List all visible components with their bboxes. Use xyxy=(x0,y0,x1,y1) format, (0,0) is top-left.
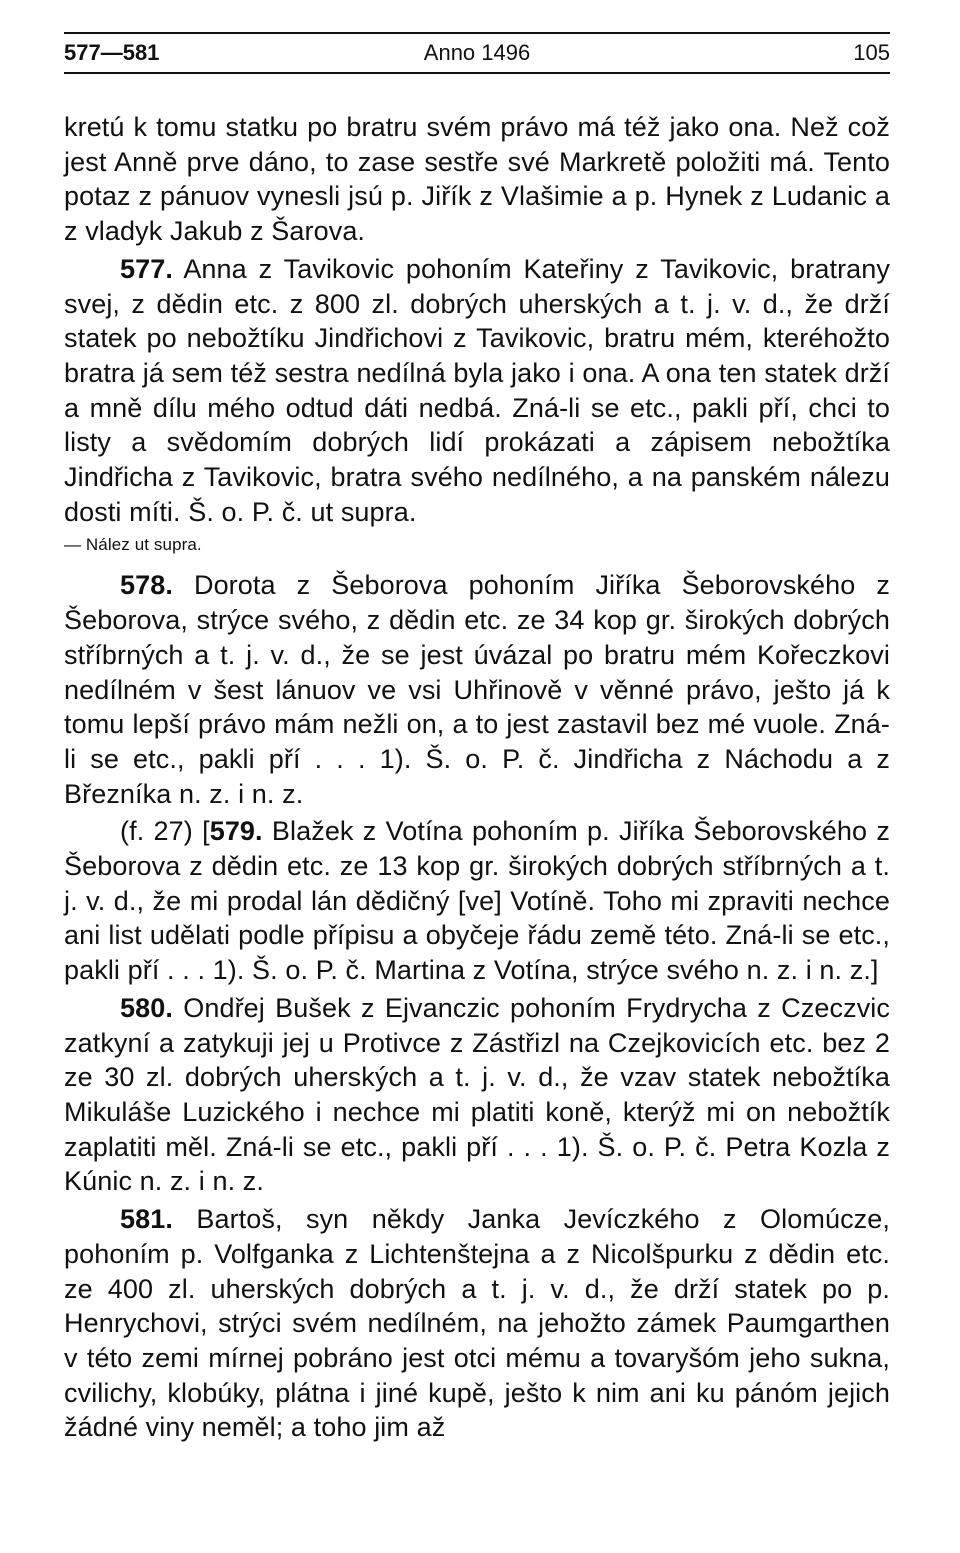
entry-581 xyxy=(64,1202,890,1445)
entry-578 xyxy=(64,568,890,811)
entry-577 xyxy=(64,252,890,530)
entry-number: 580. xyxy=(120,992,173,1023)
entry-580 xyxy=(64,991,890,1199)
paragraph-continuation xyxy=(64,110,890,249)
nalez-note: — Nález ut supra. xyxy=(64,535,202,555)
header-rule-bottom xyxy=(64,72,890,74)
folio-reference: (f. 27) [ xyxy=(120,816,210,847)
entry-number: 581. xyxy=(120,1204,173,1235)
document-body xyxy=(64,110,890,1448)
entry-range: 577—581 xyxy=(64,40,160,65)
running-header xyxy=(64,34,890,74)
entry-number: 579. xyxy=(209,816,263,847)
entry-number: 578. xyxy=(120,570,173,601)
entry-579 xyxy=(64,814,890,988)
entry-text: Dorota z Šeborova pohoním Jiříka Šeborovského z Šeborova, strýce svého, z dědin etc. ze 34 kop gr. širokých dobrých stříbrných a t. j. v. d., že se jest úvázal po bratru mém Kořeczkovi nedílném v šest lánuov ve vsi Uhřinově v věnné právo, ješto já k tomu lepší právo mám nežli on, a to jest zastavil bez mé vuole. Zná-li se etc., pakli pří . . . 1). Š. o. P. č. Jindřicha z Náchodu a z Březníka n. z. i n. z. xyxy=(64,570,890,809)
paragraph-text: kretú k tomu statku po bratru svém právo má též jako ona. Než což jest Anně prve dáno, to zase sestře své Markretě položiti má. Tento potaz z pánuov vynesli jsú p. Jiřík z Vlašimie a p. Hynek z Ludanic a z vladyk Jakub z Šarova. xyxy=(64,112,890,247)
entry-text: Ondřej Bušek z Ejvanczic pohoním Frydrycha z Czeczvic zatkyní a zatykuji jej u Protivce z Zástřizl na Czejkovicích etc. bez 2 ze 30 zl. dobrých uherských a t. j. v. d., že vzav statek nebožtíka Mikuláše Luzického i nechce mi platiti koně, kterýž mi on nebožtík zaplatiti měl. Zná-li se etc., pakli pří . . . 1). Š. o. P. č. Petra Kozla z Kúnic n. z. i n. z. xyxy=(64,992,890,1197)
entry-text: Anna z Tavikovic pohoním Kateřiny z Tavikovic, bratrany svej, z dědin etc. z 800 zl. dobrých uherských a t. j. v. d., že drží statek po nebožtíku Jindřichovi z Tavikovic, bratru mém, kteréhožto bratra já sem též sestra nedílná byla jako i ona. A ona ten statek drží a mně dílu mého odtud dáti nedbá. Zná-li se etc., pakli pří, chci to listy a svědomím dobrých lidí prokázati a zápisem nebožtíka Jindřicha z Tavikovic, bratra svého nedílného, a na panském nálezu dosti míti. Š. o. P. č. ut supra. xyxy=(64,253,890,527)
header-title: Anno 1496 xyxy=(423,40,531,65)
entry-text: Blažek z Votína pohoním p. Jiříka Šeborovského z Šeborova z dědin etc. ze 13 kop gr. širokých dobrých stříbrných a t. j. v. d., že mi prodal lán dědičný [ve] Votíně. Toho mi zpraviti nechce ani list udělati podle přípisu a obyčeje řádu země této. Zná-li se etc., pakli pří . . . 1). Š. o. P. č. Martina z Votína, strýce svého n. z. i n. z.] xyxy=(64,816,890,986)
entry-text: Bartoš, syn někdy Janka Jevíczkého z Olomúcze, pohoním p. Volfganka z Lichtenštejna a z Nicolšpurku z dědin etc. ze 400 zl. uherských dobrých a t. j. v. d., že drží statek po p. Henrychovi, strýci svém nedílném, na jehožto zámek Paumgarthen v této zemi mírnej pobráno jest otci mému a tovaryšóm jeho sukna, cvilichy, klobúky, plátna i jiné kupě, ješto k nim ani ku pánóm jejich žádné viny neměl; a toho jim až xyxy=(64,1204,890,1443)
page-number: 105 xyxy=(853,40,890,65)
entry-number: 577. xyxy=(120,253,173,284)
